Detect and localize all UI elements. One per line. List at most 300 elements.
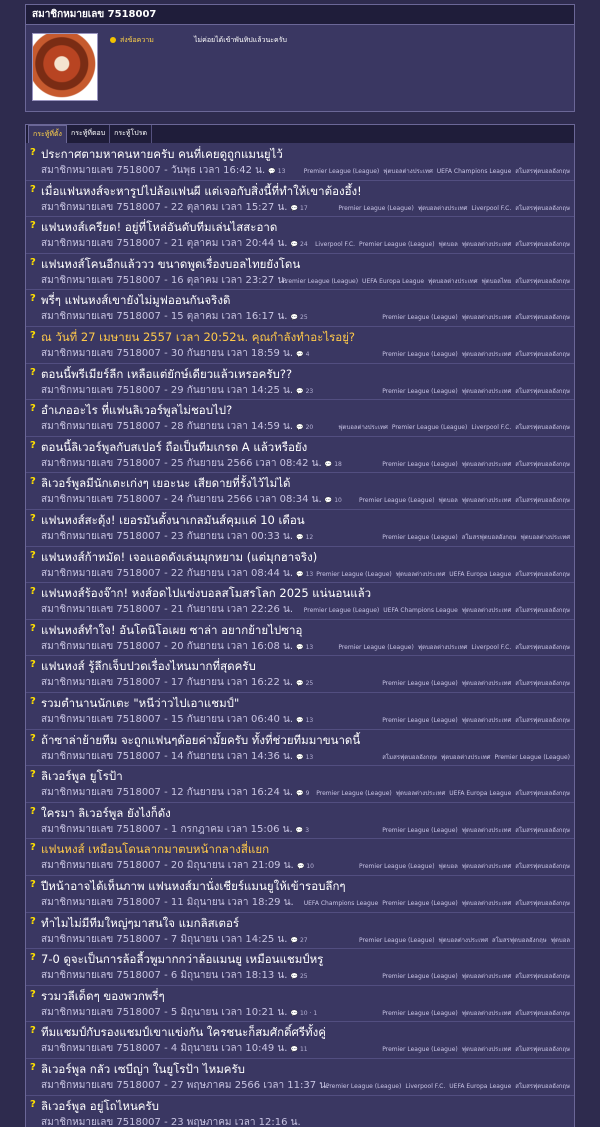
tag-link[interactable]: ฟุตบอลต่างประเทศ	[461, 351, 512, 358]
topic-title[interactable]: ทำไมไม่มีทีมใหญ่ๆมาสนใจ แมกลิสเตอร์	[41, 915, 240, 930]
topic-tags	[334, 203, 570, 213]
tag-link[interactable]: Premier League (League)	[338, 204, 414, 212]
comment-count: 💬 10	[324, 497, 342, 505]
tag-link[interactable]: Premier League (League)	[382, 717, 458, 724]
tag-link[interactable]: ฟุตบอลต่างประเทศ	[395, 790, 446, 798]
tag-link[interactable]: Premier League (League)	[382, 314, 458, 322]
question-icon: ?	[30, 1098, 36, 1110]
tag-link[interactable]: สโมสรฟุตบอลอังกฤษ	[515, 973, 570, 981]
topic-meta	[41, 749, 313, 764]
topic-row[interactable]	[26, 327, 574, 364]
topic-row[interactable]	[26, 839, 574, 876]
tag-link[interactable]: ฟุตบอลต่างประเทศ	[461, 241, 512, 249]
topic-title[interactable]: ลิเวอร์พูล อยู่โถไหนครับ	[41, 1098, 159, 1113]
topic-author[interactable]: สมาชิกหมายเลข 7518007	[41, 421, 161, 433]
topic-tags	[378, 386, 570, 396]
topic-tags	[355, 935, 570, 945]
tag-link[interactable]: UEFA Champions League	[383, 607, 458, 615]
topic-meta	[41, 822, 309, 837]
topic-title[interactable]: พรี่ๆ แฟนหงส์เขายังไม่มูฟออนกันจริงดิ	[41, 293, 231, 308]
comment-count: 💬 12	[296, 534, 314, 541]
comment-count: 💬 13	[296, 643, 314, 651]
tag-link[interactable]: ฟุตบอลต่างประเทศ	[417, 643, 468, 651]
topic-date: - 22 ตุลาคม เวลา 15:27 น.	[164, 201, 288, 213]
topic-row[interactable]	[26, 913, 574, 950]
tag-link[interactable]: Premier League (League)	[316, 570, 392, 578]
topic-title[interactable]: ตอนนี้ลิเวอร์พูลกับสเปอร์ ถือเป็นทีมเกรด A แล้วหรือยัง	[41, 439, 308, 454]
tag-link[interactable]: Premier League (League)	[382, 900, 458, 907]
profile-box	[25, 4, 575, 112]
tag-link[interactable]: ฟุตบอลต่างประเทศ	[461, 717, 512, 724]
tag-link[interactable]: ฟุตบอลต่างประเทศ	[461, 607, 512, 615]
message-icon	[110, 37, 116, 43]
question-icon: ?	[30, 293, 36, 305]
tag-link[interactable]: Premier League (League)	[382, 973, 458, 981]
topic-meta	[41, 858, 314, 873]
tag-link[interactable]: ฟุตบอล	[438, 241, 458, 249]
topic-author[interactable]: สมาชิกหมายเลข 7518007	[41, 604, 161, 616]
topic-meta	[41, 200, 308, 215]
topic-meta	[41, 932, 308, 947]
topic-meta	[41, 1078, 329, 1093]
comment-count-value: 10	[306, 863, 314, 871]
tag-link[interactable]: สโมสรฟุตบอลอังกฤษ	[515, 1083, 570, 1090]
tag-link[interactable]: สโมสรฟุตบอลอังกฤษ	[515, 1046, 570, 1054]
topic-row[interactable]	[26, 803, 574, 840]
tag-link[interactable]: สโมสรฟุตบอลอังกฤษ	[515, 497, 570, 505]
tag-link[interactable]: ฟุตบอลต่างประเทศ	[461, 826, 512, 834]
topic-meta	[41, 1005, 317, 1020]
topic-title[interactable]: ใครมา ลิเวอร์พูล ยังไงก็ดัง	[41, 805, 171, 820]
tag-link[interactable]: Premier League (League)	[359, 497, 435, 505]
topic-meta	[41, 273, 287, 288]
comment-count-value: 4	[305, 351, 310, 358]
tag-link[interactable]: สโมสรฟุตบอลอังกฤษ	[461, 534, 517, 541]
topic-tags	[322, 1081, 570, 1091]
tag-link[interactable]: ฟุตบอลต่างประเทศ	[428, 277, 478, 285]
question-icon: ?	[30, 805, 36, 817]
topic-tags	[378, 752, 570, 762]
comment-count-value: 10	[334, 497, 342, 505]
tag-link[interactable]: Premier League (League)	[303, 168, 380, 175]
tag-link[interactable]: Premier League (League)	[316, 790, 392, 798]
topic-date: - 5 มิถุนายน เวลา 10:21 น.	[164, 1006, 288, 1018]
send-message-button[interactable]	[110, 35, 154, 46]
topic-date: - 20 มิถุนายน เวลา 21:09 น.	[164, 860, 294, 872]
tag-link[interactable]: UEFA Champions League	[303, 900, 379, 907]
topic-author[interactable]: สมาชิกหมายเลข 7518007	[41, 567, 161, 579]
tag-link[interactable]: Premier League (League)	[325, 1083, 402, 1090]
tag-link[interactable]: สโมสรฟุตบอลอังกฤษ	[515, 241, 570, 249]
tag-link[interactable]: Premier League (League)	[382, 826, 458, 834]
topic-row[interactable]	[26, 656, 574, 693]
comment-count: 💬 20	[296, 424, 314, 432]
topic-tags	[312, 569, 570, 579]
tag-link[interactable]: สโมสรฟุตบอลอังกฤษ	[515, 1009, 570, 1017]
comment-count-value: 24	[300, 241, 308, 249]
tag-link[interactable]: ฟุตบอลต่างประเทศ	[461, 1046, 512, 1054]
tag-link[interactable]: ฟุตบอลต่างประเทศ	[461, 973, 512, 981]
question-icon: ?	[30, 549, 36, 561]
comment-count-value: 17	[300, 204, 308, 212]
tag-link[interactable]: ฟุตบอลต่างประเทศ	[461, 863, 512, 871]
topic-date: - 15 ตุลาคม เวลา 16:17 น.	[164, 311, 288, 323]
tag-link[interactable]: ฟุตบอลต่างประเทศ	[395, 570, 446, 578]
topic-row[interactable]	[26, 437, 574, 474]
topic-tags	[355, 495, 570, 505]
tag-link[interactable]: ฟุตบอลต่างประเทศ	[461, 497, 512, 505]
tag-link[interactable]: สโมสรฟุตบอลอังกฤษ	[515, 277, 570, 285]
topic-row[interactable]	[26, 766, 574, 803]
tag-link[interactable]: Premier League (League)	[382, 534, 458, 541]
question-icon: ?	[30, 732, 36, 744]
tag-link[interactable]: ฟุตบอล	[438, 497, 458, 505]
tag-link[interactable]: ฟุตบอลต่างประเทศ	[338, 424, 388, 432]
topic-author[interactable]: สมาชิกหมายเลข 7518007	[41, 640, 161, 652]
topic-row[interactable]	[26, 364, 574, 401]
tag-link[interactable]: Premier League (League)	[382, 1009, 458, 1017]
topic-date: - 6 มิถุนายน เวลา 18:13 น.	[164, 970, 288, 982]
topic-tags	[300, 898, 570, 908]
topic-author[interactable]: สมาชิกหมายเลข 7518007	[41, 201, 161, 213]
topic-tags	[378, 1008, 570, 1018]
question-icon: ?	[30, 330, 36, 341]
topic-title[interactable]: ถ้าซาล่าย้ายทีม จะถูกแฟนๆด้อยค่ามั้ยครับ ทั้งที่ช่วยทีมมาขนาดนี้	[41, 732, 361, 747]
topic-title[interactable]: ตอนนี้พรีเมียร์ลีก เหลือแต่ยักษ์เดียวแล้วเหรอครับ??	[41, 366, 293, 381]
send-message-label: ส่งข้อความ	[120, 36, 154, 44]
topic-author[interactable]: สมาชิกหมายเลข 7518007	[41, 714, 161, 725]
topic-date: - 4 มิถุนายน เวลา 10:49 น.	[164, 1043, 288, 1055]
topic-tags	[279, 276, 570, 286]
topic-row[interactable]	[26, 949, 574, 986]
tag-link[interactable]: Premier League (League)	[382, 680, 458, 688]
question-icon: ?	[30, 842, 36, 854]
tag-link[interactable]: สโมสรฟุตบอลอังกฤษ	[515, 790, 570, 798]
topic-author[interactable]: สมาชิกหมายเลข 7518007	[41, 384, 161, 396]
topic-author[interactable]: สมาชิกหมายเลข 7518007	[41, 750, 161, 762]
comment-count: 💬 25	[290, 973, 308, 981]
question-icon: ?	[30, 220, 36, 232]
topic-tags	[378, 715, 570, 725]
topic-title[interactable]: แฟนหงส์สะดุ้ง! เยอรมันตั้งนาเกลมันส์คุมแค่ 10 เดือน	[41, 513, 305, 527]
comment-count-value: 11	[299, 1046, 308, 1054]
comment-count-value: 13	[305, 643, 314, 651]
tag-link[interactable]: สโมสรฟุตบอลอังกฤษ	[515, 570, 570, 578]
tag-link[interactable]: ฟุตบอลต่างประเทศ	[383, 168, 433, 175]
topic-title[interactable]: ปีหน้าอาจได้เห็นภาพ แฟนหงส์มานั่งเชียร์แมนยูให้เข้ารอบลึกๆ	[41, 879, 346, 893]
question-icon: ?	[30, 147, 36, 158]
topic-row[interactable]	[26, 181, 574, 218]
tag-link[interactable]: ฟุตบอล	[550, 936, 570, 944]
tag-link[interactable]: สโมสรฟุตบอลอังกฤษ	[382, 753, 437, 761]
tag-link[interactable]: UEFA Europa League	[449, 570, 512, 578]
comment-count-value: 3	[305, 826, 310, 834]
topic-author[interactable]: สมาชิกหมายเลข 7518007	[41, 165, 161, 176]
topic-author[interactable]: สมาชิกหมายเลข 7518007	[41, 1006, 161, 1018]
topic-meta	[41, 236, 308, 251]
topic-title[interactable]: ลิเวอร์พูล กลัว เซบีญ่า ในยูโรป้า ไหมครับ	[41, 1062, 245, 1076]
tag-link[interactable]: Premier League (League)	[391, 424, 468, 432]
topic-date: - 15 กันยายน เวลา 06:40 น.	[164, 714, 294, 725]
tag-link[interactable]: สโมสรฟุตบอลอังกฤษ	[515, 204, 570, 212]
topic-title[interactable]: แฟนหงส์ทำใจ! อันโตนิโอเผย ซาล่า อยากย้ายไปซาอุ	[41, 622, 303, 637]
comment-count-value: 13	[305, 753, 314, 761]
topic-author[interactable]: สมาชิกหมายเลข 7518007	[41, 531, 161, 542]
comment-count: 💬 23	[296, 387, 314, 395]
comment-count: 💬 27	[290, 936, 308, 944]
topic-date: - 7 มิถุนายน เวลา 14:25 น.	[164, 933, 288, 945]
question-icon: ?	[30, 622, 36, 634]
topic-row[interactable]	[26, 1096, 574, 1127]
tag-link[interactable]: สโมสรฟุตบอลอังกฤษ	[515, 387, 570, 395]
tag-link[interactable]: Premier League (League)	[303, 607, 380, 615]
topic-date: - 23 พฤษภาคม เวลา 12:16 น.	[164, 1116, 301, 1127]
topic-tags	[378, 312, 570, 322]
profile-bio: ไม่ค่อยได้เข้าพันทิปแล้วนะครับ	[194, 36, 287, 44]
topic-row[interactable]	[26, 217, 574, 254]
topic-title[interactable]: แฟนหงส์ร้องจ๊าก! หงส์อดไปแข่งบอลสโมสรโลก 2025 แน่นอนแล้ว	[41, 586, 372, 601]
topic-author[interactable]: สมาชิกหมายเลข 7518007	[41, 311, 161, 323]
tag-link[interactable]: ฟุตบอลต่างประเทศ	[520, 534, 570, 541]
topic-title[interactable]: แฟนหงส์ รู้ลึกเจ็บปวดเรื่องไหนมากที่สุดครับ	[41, 659, 256, 674]
comment-count-value: 13	[305, 717, 314, 724]
comment-count: 💬 25	[296, 680, 314, 688]
topic-author[interactable]: สมาชิกหมายเลข 7518007	[41, 1043, 161, 1055]
topic-title[interactable]: รวมตำนานนักเตะ "หนีว่าวไปเอาแชมป์"	[41, 696, 240, 710]
topic-date: - 21 ตุลาคม เวลา 20:44 น.	[164, 238, 288, 250]
topic-author[interactable]: สมาชิกหมายเลข 7518007	[41, 823, 161, 835]
topic-row[interactable]	[26, 693, 574, 730]
topic-title[interactable]: ลิเวอร์พูล ยูโรป้า	[41, 769, 123, 784]
tag-link[interactable]: สโมสรฟุตบอลอังกฤษ	[515, 351, 570, 358]
comment-count: 💬 17	[290, 204, 308, 212]
tag-link[interactable]: Premier League (League)	[282, 277, 359, 285]
comment-count: 💬 11	[290, 1046, 308, 1054]
tag-link[interactable]: UEFA Europa League	[449, 1083, 512, 1090]
comment-count-value: 12	[305, 534, 314, 541]
question-icon: ?	[30, 476, 36, 488]
topic-row[interactable]	[26, 510, 574, 547]
comment-count: 💬 24	[290, 241, 308, 249]
tag-link[interactable]: Premier League (League)	[382, 351, 458, 358]
tag-link[interactable]: สโมสรฟุตบอลอังกฤษ	[515, 460, 570, 468]
tag-link[interactable]: ฟุตบอลต่างประเทศ	[461, 387, 512, 395]
topic-author[interactable]: สมาชิกหมายเลข 7518007	[41, 238, 161, 250]
topic-author[interactable]: สมาชิกหมายเลข 7518007	[41, 677, 161, 689]
topic-row[interactable]	[26, 290, 574, 327]
comment-count: 💬 3	[295, 826, 310, 834]
tag-link[interactable]: Premier League (League)	[382, 460, 458, 468]
tab-replied-topics[interactable]: กระทู้ที่ตอบ	[67, 125, 110, 143]
tag-link[interactable]: Premier League (League)	[382, 387, 458, 395]
question-icon: ?	[30, 696, 36, 707]
topic-author[interactable]: สมาชิกหมายเลข 7518007	[41, 787, 161, 799]
topic-row[interactable]	[26, 1022, 574, 1059]
tag-link[interactable]: ฟุตบอลต่างประเทศ	[461, 1009, 512, 1017]
topic-row[interactable]	[26, 400, 574, 437]
tag-link[interactable]: สโมสรฟุตบอลอังกฤษ	[515, 607, 570, 615]
topic-tags	[378, 825, 570, 835]
avatar[interactable]	[32, 33, 98, 101]
question-icon: ?	[30, 439, 36, 451]
topic-title[interactable]: 7-0 ดูจะเป็นการล้อลี้วพูมากกว่าล้อแมนยู เหมือนแชมป์หรู	[41, 952, 324, 967]
topic-date: - 30 กันยายน เวลา 18:59 น.	[164, 348, 294, 359]
tag-link[interactable]: Liverpool F.C.	[471, 424, 512, 432]
tag-link[interactable]: Premier League (League)	[494, 753, 570, 761]
topic-row[interactable]	[26, 986, 574, 1023]
topic-date: - 20 กันยายน เวลา 16:08 น.	[164, 640, 294, 652]
topic-author[interactable]: สมาชิกหมายเลข 7518007	[41, 348, 161, 359]
topic-author[interactable]: สมาชิกหมายเลข 7518007	[41, 494, 161, 506]
tag-link[interactable]: สโมสรฟุตบอลอังกฤษ	[515, 168, 570, 175]
topic-meta	[41, 712, 313, 727]
question-icon: ?	[30, 879, 36, 890]
tag-link[interactable]: สโมสรฟุตบอลอังกฤษ	[515, 900, 570, 907]
topic-tags	[311, 239, 570, 249]
topic-row[interactable]	[26, 254, 574, 291]
tab-favorite-topics[interactable]: กระทู้โปรด	[110, 125, 152, 143]
comment-count: 💬 18	[324, 460, 342, 468]
tag-link[interactable]: Premier League (League)	[359, 241, 435, 249]
topic-row[interactable]	[26, 730, 574, 767]
topic-date: - 23 กันยายน เวลา 00:33 น.	[164, 531, 294, 542]
tag-link[interactable]: Premier League (League)	[359, 936, 435, 944]
topic-author[interactable]: สมาชิกหมายเลข 7518007	[41, 897, 161, 908]
topic-title[interactable]: ประกาศตามหาคนหายครับ คนที่เคยดูถูกแมนยูไว้	[41, 147, 283, 161]
tab-created-topics[interactable]: กระทู้ที่ตั้ง	[28, 125, 67, 143]
comment-count: 💬 9	[296, 790, 310, 798]
topic-tags	[378, 1044, 570, 1054]
topic-title[interactable]: เมื่อแฟนหงส์จะหารูปไปล้อแฟนผี แต่เจอกับสิ่งนี้ที่ทำให้เขาต้องอึ้ง!	[41, 183, 362, 198]
comment-count: 💬 10	[296, 863, 314, 871]
topic-title[interactable]: แฟนหงส์ เหมือนโดนลากมาตบหน้ากลางสี่แยก	[41, 842, 270, 857]
question-icon: ?	[30, 659, 36, 671]
topic-author[interactable]: สมาชิกหมายเลข 7518007	[41, 1116, 161, 1127]
question-icon: ?	[30, 403, 36, 415]
topic-title[interactable]: ณ วันที่ 27 เมษายน 2557 เวลา 20:52น. คุณกำลังทำอะไรอยู่?	[41, 330, 356, 344]
topic-meta	[41, 639, 313, 654]
topic-date: - 14 กันยายน เวลา 14:36 น.	[164, 750, 294, 762]
topic-meta	[41, 675, 313, 690]
tag-link[interactable]: Premier League (League)	[338, 643, 414, 651]
topic-meta	[41, 163, 285, 178]
tag-link[interactable]: ฟุตบอลต่างประเทศ	[438, 936, 489, 944]
tag-link[interactable]: ฟุตบอลต่างประเทศ	[461, 314, 512, 322]
topic-author[interactable]: สมาชิกหมายเลข 7518007	[41, 933, 161, 945]
tag-link[interactable]: ฟุตบอลต่างประเทศ	[461, 680, 512, 688]
tag-link[interactable]: Liverpool F.C.	[315, 241, 356, 249]
topic-row[interactable]	[26, 144, 574, 181]
tag-link[interactable]: Liverpool F.C.	[471, 643, 512, 651]
tag-link[interactable]: ฟุตบอลต่างประเทศ	[440, 753, 491, 761]
tag-link[interactable]: UEFA Champions League	[436, 168, 512, 175]
topic-title[interactable]: รวมวลีเด็ดๆ ของพวกพรี่ๆ	[41, 988, 165, 1003]
topic-author[interactable]: สมาชิกหมายเลข 7518007	[41, 274, 161, 286]
topic-meta	[41, 529, 313, 544]
topic-meta	[41, 1115, 301, 1127]
question-icon: ?	[30, 769, 36, 781]
topic-title[interactable]: แฟนหงส์โคนอีกแล้ววว ขนาดพูดเรื่องบอลไทยยังโดน	[41, 256, 301, 271]
tag-link[interactable]: ฟุตบอลต่างประเทศ	[461, 460, 512, 468]
topic-author[interactable]: สมาชิกหมายเลข 7518007	[41, 457, 161, 469]
topic-tags	[378, 678, 570, 688]
comment-count: 💬 25	[290, 314, 308, 322]
question-icon: ?	[30, 1025, 36, 1037]
question-icon: ?	[30, 1062, 36, 1073]
topic-title[interactable]: ลิเวอร์พูลมีนักเตะเก่งๆ เยอะนะ เสียดายที่รั้งไว้ไม่ได้	[41, 476, 291, 491]
topic-row[interactable]	[26, 1059, 574, 1096]
comment-count-value: 18	[334, 460, 342, 468]
tag-link[interactable]: สโมสรฟุตบอลอังกฤษ	[492, 936, 547, 944]
tag-link[interactable]: ฟุตบอลไทย	[481, 277, 512, 285]
topic-row[interactable]	[26, 876, 574, 913]
topic-title[interactable]: แฟนหงส์เครียด! อยู่ที่โหล่อันดับทีมเล่นไสสะอาด	[41, 220, 278, 235]
topic-date: - วันพุธ เวลา 16:42 น.	[164, 165, 266, 176]
tag-link[interactable]: UEFA Europa League	[449, 790, 512, 798]
topic-meta	[41, 456, 342, 471]
tag-link[interactable]: สโมสรฟุตบอลอังกฤษ	[515, 680, 570, 688]
comment-count-value: 10 · 1	[299, 1009, 318, 1017]
topic-title[interactable]: แฟนหงส์ก้าหมัด! เจอแอดดังเล่นมุกหยาม (แต่มุกฮาจริง)	[41, 549, 318, 564]
topic-row[interactable]	[26, 583, 574, 620]
tag-link[interactable]: สโมสรฟุตบอลอังกฤษ	[515, 643, 570, 651]
topic-tags	[312, 788, 570, 798]
comment-count-value: 25	[300, 314, 308, 322]
tag-link[interactable]: ฟุตบอล	[438, 863, 458, 871]
tag-link[interactable]: Premier League (League)	[382, 1046, 458, 1054]
tag-link[interactable]: Liverpool F.C.	[405, 1083, 446, 1090]
topic-date: - 25 กันยายน 2566 เวลา 08:42 น.	[164, 457, 322, 469]
tag-link[interactable]: ฟุตบอลต่างประเทศ	[417, 204, 468, 212]
topic-author[interactable]: สมาชิกหมายเลข 7518007	[41, 1080, 161, 1091]
topic-meta	[41, 785, 309, 800]
tag-link[interactable]: Premier League (League)	[359, 863, 435, 871]
question-icon: ?	[30, 988, 36, 1000]
topic-list-box	[25, 124, 575, 1127]
tab-bar	[26, 125, 574, 143]
topic-date: - 22 กันยายน เวลา 08:44 น.	[164, 567, 294, 579]
tag-link[interactable]: สโมสรฟุตบอลอังกฤษ	[515, 717, 570, 724]
topic-author[interactable]: สมาชิกหมายเลข 7518007	[41, 860, 161, 872]
question-icon: ?	[30, 952, 36, 964]
topic-meta	[41, 602, 293, 617]
topic-row[interactable]	[26, 473, 574, 510]
comment-count-value: 25	[305, 680, 314, 688]
tag-link[interactable]: UEFA Europa League	[362, 277, 425, 285]
topic-tags	[355, 861, 570, 871]
topic-title[interactable]: อำเภออะไร ที่แฟนลิเวอร์พูลไม่ชอบไป?	[41, 403, 233, 418]
topic-date: - 17 กันยายน เวลา 16:22 น.	[164, 677, 294, 689]
comment-count: 💬 13	[296, 570, 314, 578]
topic-title[interactable]: ทีมแชมป์กับรองแชมป์เขาแข่งกัน ใครชนะก็สมศักดิ์ศรีทั้งคู่	[41, 1025, 326, 1040]
topic-row[interactable]	[26, 620, 574, 657]
topic-author[interactable]: สมาชิกหมายเลข 7518007	[41, 970, 161, 982]
tag-link[interactable]: Liverpool F.C.	[471, 204, 512, 212]
tag-link[interactable]: สโมสรฟุตบอลอังกฤษ	[515, 863, 570, 871]
comment-count-value: 13	[277, 168, 286, 175]
tag-link[interactable]: สโมสรฟุตบอลอังกฤษ	[515, 314, 570, 322]
comment-count: 💬 10 · 1	[290, 1009, 318, 1017]
topic-date: - 21 กันยายน เวลา 22:26 น.	[164, 604, 294, 616]
question-icon: ?	[30, 915, 36, 927]
topic-tags	[378, 349, 570, 359]
topic-row[interactable]	[26, 547, 574, 584]
tag-link[interactable]: สโมสรฟุตบอลอังกฤษ	[515, 424, 570, 432]
tag-link[interactable]: ฟุตบอลต่างประเทศ	[461, 900, 512, 907]
tag-link[interactable]: สโมสรฟุตบอลอังกฤษ	[515, 826, 570, 834]
comment-count-value: 23	[305, 387, 314, 395]
question-icon: ?	[30, 586, 36, 598]
